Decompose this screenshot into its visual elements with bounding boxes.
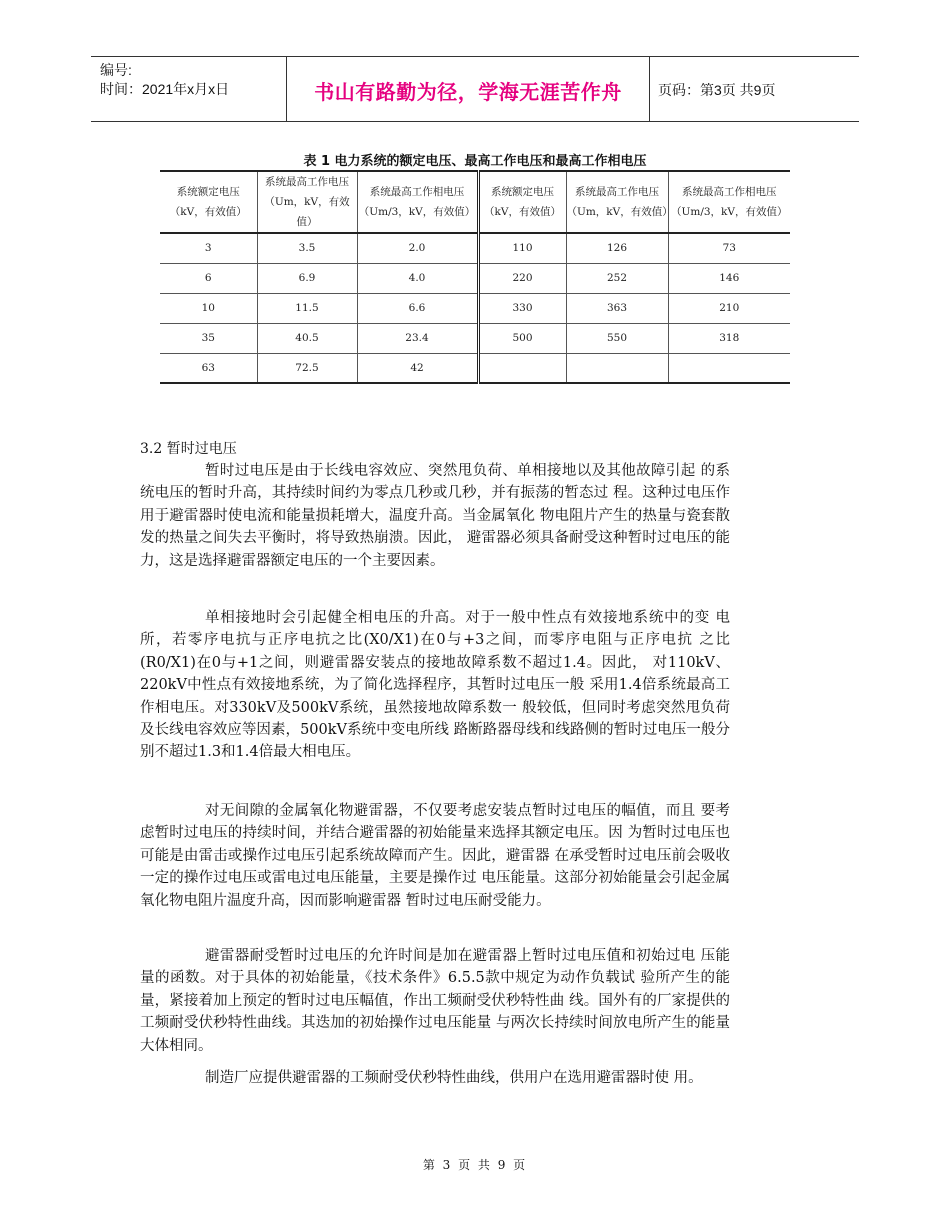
table-cell: 4.0 (357, 263, 478, 293)
table-cell: 550 (566, 323, 668, 353)
document-date-label: 时间：2021年x月x日 (100, 81, 230, 97)
table-cell: 73 (668, 233, 790, 263)
table-cell (478, 353, 566, 383)
table-row (160, 293, 790, 323)
table-cell: 10 (160, 293, 257, 323)
table-cell: 252 (566, 263, 668, 293)
table-header-cell: 系统额定电压 （kV，有效值） (478, 171, 566, 233)
page-footer: 第 3 页 共 9 页 (422, 1158, 528, 1172)
table-cell: 220 (478, 263, 566, 293)
table-cell: 6.6 (357, 293, 478, 323)
table-caption: 表 1 电力系统的额定电压、最高工作电压和最高工作相电压 (303, 154, 647, 169)
table-cell: 23.4 (357, 323, 478, 353)
table-cell: 3 (160, 233, 257, 263)
table-cell: 126 (566, 233, 668, 263)
paragraph (140, 460, 730, 572)
paragraph-text: 单相接地时会引起健全相电压的升高。对于一般中性点有效接地系统中的变 电所，若零序电抗与正序电抗之比(X0/X1)在0与+3之间，而零序电阻与正序电抗 之比(R0/X1)在0与+1之间，则避雷器安装点的接地故障系数不超过1.4。因此， 对110kV、220kV中性点有效接地系统，为了简化选择程序，其暂时过电压一般 采用1.4倍系统最高工作相电压。对330kV及500kV系统，虽然接地故障系数一 般较低，但同时考虑突然甩负荷及长线电容效应等因素，500kV系统中变电所线 路断路器母线和线路侧的暂时过电压一般分别不超过1.3和1.4倍最大相电压。 (140, 610, 730, 761)
paragraph-text: 对无间隙的金属氧化物避雷器，不仅要考虑安装点暂时过电压的幅值，而且 要考虑暂时过电压的持续时间，并结合避雷器的初始能量来选择其额定电压。因 为暂时过电压也可能是由雷击或操作过电压引起系统故障而产生。因此，避雷器 在承受暂时过电压前会吸收一定的操作过电压或雷电过电压能量，主要是操作过 电压能量。这部分初始能量会引起金属氧化物电阻片温度升高，因而影响避雷器 暂时过电压耐受能力。 (140, 803, 730, 909)
table-header-cell: 系统最高工作相电压 （Um/3，kV，有效值） (357, 171, 478, 233)
voltage-table (160, 170, 790, 384)
table-cell (668, 353, 790, 383)
paragraph (140, 945, 730, 1057)
table-cell (566, 353, 668, 383)
table-row (160, 233, 790, 263)
table-cell: 500 (478, 323, 566, 353)
table-cell: 363 (566, 293, 668, 323)
paragraph (140, 800, 730, 912)
table-cell: 210 (668, 293, 790, 323)
table-cell: 330 (478, 293, 566, 323)
table-row (160, 263, 790, 293)
paragraph-text: 暂时过电压是由于长线电容效应、突然甩负荷、单相接地以及其他故障引起 的系统电压的暂时升高，其持续时间约为零点几秒或几秒，并有振荡的暂态过 程。这种过电压作用于避雷器时使电流和能量损耗增大，温度升高。当金属氧化 物电阻片产生的热量与瓷套散发的热量之间失去平衡时，将导致热崩溃。因此， 避雷器必须具备耐受这种暂时过电压的能力，这是选择避雷器额定电压的一个主要因素。 (140, 463, 730, 569)
header-bottom-rule (91, 121, 859, 122)
table-cell: 2.0 (357, 233, 478, 263)
table-cell: 3.5 (257, 233, 357, 263)
table-cell: 72.5 (257, 353, 357, 383)
paragraph (140, 607, 730, 764)
header-motto: 书山有路勤为径，学海无涯苦作舟 (314, 80, 622, 104)
table-row (160, 323, 790, 353)
table-header-cell: 系统最高工作电压 （Um，kV，有效值） (566, 171, 668, 233)
paragraph-text: 避雷器耐受暂时过电压的允许时间是加在避雷器上暂时过电压值和初始过电 压能量的函数。对于具体的初始能量，《技术条件》6.5.5款中规定为动作负载试 验所产生的能量，紧接着加上预定的暂时过电压幅值，作出工频耐受伏秒特性曲 线。国外有的厂家提供的工频耐受伏秒特性曲线。其迭加的初始操作过电压能量 与两次长持续时间放电所产生的能量大体相同。 (140, 948, 730, 1054)
header-top-rule (91, 56, 859, 57)
table-cell: 6.9 (257, 263, 357, 293)
table-cell: 35 (160, 323, 257, 353)
table-cell: 40.5 (257, 323, 357, 353)
table-cell: 63 (160, 353, 257, 383)
paragraph-text: 制造厂应提供避雷器的工频耐受伏秒特性曲线，供用户在选用避雷器时使 用。 (205, 1070, 703, 1086)
table-header-row (160, 171, 790, 233)
table-cell: 146 (668, 263, 790, 293)
table-header-cell: 系统额定电压 （kV，有效值） (160, 171, 257, 233)
table-cell: 42 (357, 353, 478, 383)
table-cell: 318 (668, 323, 790, 353)
table-cell: 6 (160, 263, 257, 293)
table-row (160, 353, 790, 383)
table-header-cell: 系统最高工作相电压 （Um/3，kV，有效值） (668, 171, 790, 233)
section-title: 3.2 暂时过电压 (140, 441, 237, 457)
header-divider-right (649, 57, 650, 121)
table-cell: 110 (478, 233, 566, 263)
paragraph (140, 1067, 730, 1089)
table-cell: 11.5 (257, 293, 357, 323)
document-code-label: 编号: (100, 62, 132, 78)
header-page-indicator: 页码：第3页 共9页 (658, 82, 776, 98)
table-header-cell: 系统最高工作电压 （Um，kV，有效值） (257, 171, 357, 233)
